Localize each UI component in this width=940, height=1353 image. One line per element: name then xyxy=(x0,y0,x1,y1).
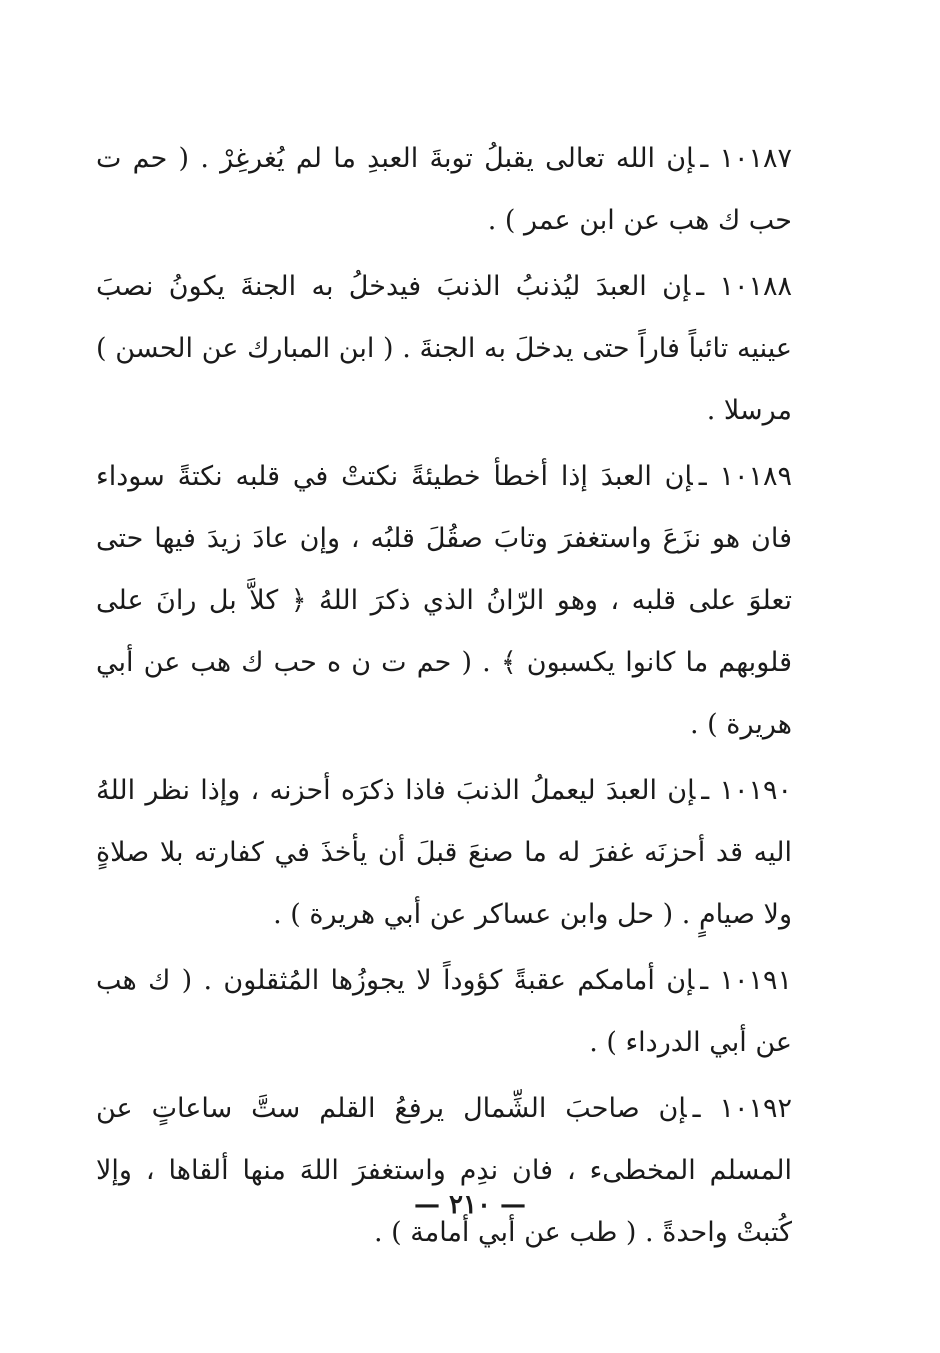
hadith-text: إن الله تعالى يقبلُ توبةَ العبدِ ما لم يُغرغِرْ . ( حم ت حب ك هب عن ابن عمر ) . xyxy=(96,143,792,236)
hadith-entry-10191 xyxy=(96,950,792,1074)
hadith-text: إن أمامكم عقبةً كؤوداً لا يجوزُها المُثقلون . ( ك هب عن أبي الدرداء ) . xyxy=(96,965,792,1058)
hadith-number: ١٠١٩٠ ـ xyxy=(701,775,792,806)
hadith-entry-10189 xyxy=(96,446,792,756)
hadith-number: ١٠١٩٢ ـ xyxy=(692,1093,792,1124)
hadith-number: ١٠١٨٩ ـ xyxy=(698,461,792,492)
hadith-text: إن العبدَ ليُذنبُ الذنبَ فيدخلُ به الجنةَ يكونُ نصبَ عينيه تائباً فاراً حتى يدخلَ به الجنةَ . ( ابن المبارك عن الحسن ) مرسلا . xyxy=(96,271,792,426)
hadith-number: ١٠١٨٨ ـ xyxy=(696,271,792,302)
hadith-text: إن العبدَ ليعملُ الذنبَ فاذا ذكرَه أحزنه ، وإذا نظر اللهُ اليه قد أحزنَه غفرَ له ما صنعَ قبلَ أن يأخذَ في كفارته بلا صلاةٍ ولا صيامٍ . ( حل وابن عساكر عن أبي هريرة ) . xyxy=(96,775,792,930)
hadith-number: ١٠١٨٧ ـ xyxy=(700,143,793,174)
hadith-entry-10192 xyxy=(96,1078,792,1264)
hadith-text: إن صاحبَ الشِّمال يرفعُ القلم ستَّ ساعاتٍ عن المسلم المخطىء ، فان ندِم واستغفرَ اللهَ منها ألقاها ، وإلا كُتبتْ واحدةً . ( طب عن أبي أمامة ) . xyxy=(96,1093,792,1248)
hadith-text: إن العبدَ إذا أخطأ خطيئةً نكتتْ في قلبه نكتةً سوداء فان هو نزَعَ واستغفرَ وتابَ صقُلَ قلبُه ، وإن عادَ زيدَ فيها حتى تعلوَ على قلبه ، وهو الرّانُ الذي ذكرَ اللهُ ﴿ كلاَّ بل رانَ على قلوبهم ما كانوا يكسبون ﴾ . ( حم ت ن ه حب ك هب عن أبي هريرة ) . xyxy=(96,461,792,740)
page-number: — ٢١٠ — xyxy=(413,1190,527,1220)
hadith-number: ١٠١٩١ ـ xyxy=(700,965,792,996)
hadith-entry-10188 xyxy=(96,256,792,442)
hadith-entry-10187 xyxy=(96,128,792,252)
hadith-list xyxy=(96,128,792,1268)
hadith-entry-10190 xyxy=(96,760,792,946)
